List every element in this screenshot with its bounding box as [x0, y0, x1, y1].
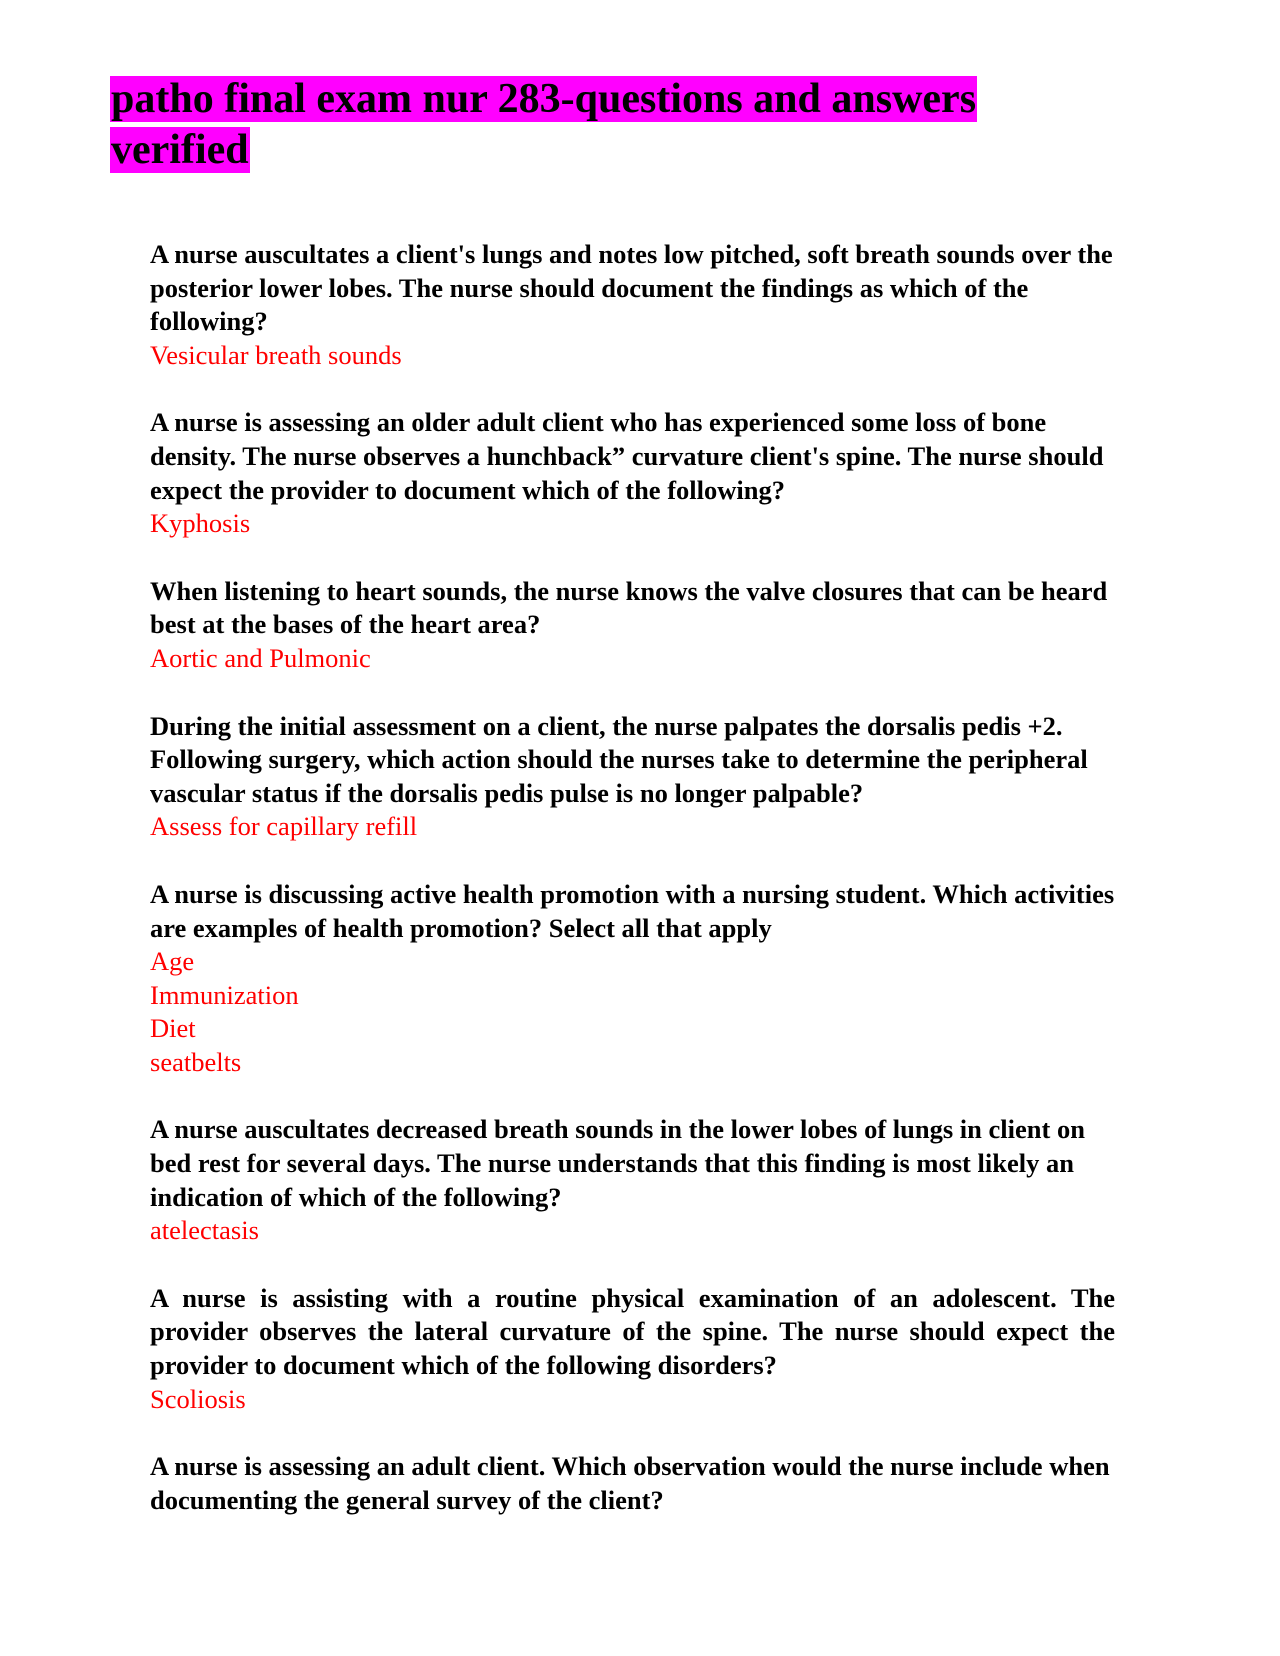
qa-item — [150, 1450, 1115, 1517]
qa-item — [150, 575, 1115, 676]
qa-item — [150, 1282, 1115, 1416]
qa-item — [150, 710, 1115, 844]
qa-list — [150, 238, 1115, 1551]
question-text: A nurse is assessing an adult client. Which observation would the nurse include when documenting the general survey of the client? — [150, 1451, 1110, 1515]
answer-text: Vesicular breath sounds — [150, 339, 402, 370]
question-text: A nurse auscultates decreased breath sounds in the lower lobes of lungs in client on bed rest for several days. The nurse understands that this finding is most likely an indication of which of the following? — [150, 1114, 1085, 1212]
question-text: During the initial assessment on a client, the nurse palpates the dorsalis pedis +2. Following surgery, which action should the nurses take to determine the peripheral vascular status if the dorsalis pedis pulse is no longer palpable? — [150, 710, 1088, 808]
qa-item — [150, 406, 1115, 540]
question-text: A nurse is assisting with a routine physical examination of an adolescent. The provider observes the lateral curvature of the spine. The nurse should expect the provider to document which of the following disorders? — [150, 1282, 1115, 1381]
title-highlight: patho final exam nur 283-questions and answers verified — [111, 76, 977, 173]
answer-text: Age — [150, 946, 195, 977]
answer-text: Aortic and Pulmonic — [150, 642, 371, 673]
answer-text: atelectasis — [150, 1215, 259, 1246]
qa-item — [150, 878, 1115, 1080]
answer-text: Assess for capillary refill — [150, 811, 418, 842]
answer-text: Kyphosis — [150, 508, 251, 539]
answer-text: Diet — [150, 1013, 196, 1044]
qa-item — [150, 238, 1115, 372]
question-text: When listening to heart sounds, the nurse knows the valve closures that can be heard best at the bases of the heart area? — [150, 575, 1108, 640]
question-text: A nurse is assessing an older adult client who has experienced some loss of bone density. The nurse observes a hunchback” curvature client's spine. The nurse should expect the provider to document which of the following? — [150, 407, 1104, 505]
question-text: A nurse is discussing active health promotion with a nursing student. Which activities are examples of health promotion? Select all that apply — [150, 878, 1115, 943]
document-title — [110, 74, 1070, 176]
answer-text: seatbelts — [150, 1046, 242, 1077]
qa-item — [150, 1113, 1115, 1247]
answer-text: Immunization — [150, 979, 299, 1010]
answer-text: Scoliosis — [150, 1383, 246, 1414]
question-text: A nurse auscultates a client's lungs and notes low pitched, soft breath sounds over the posterior lower lobes. The nurse should document the findings as which of the following? — [150, 239, 1113, 337]
